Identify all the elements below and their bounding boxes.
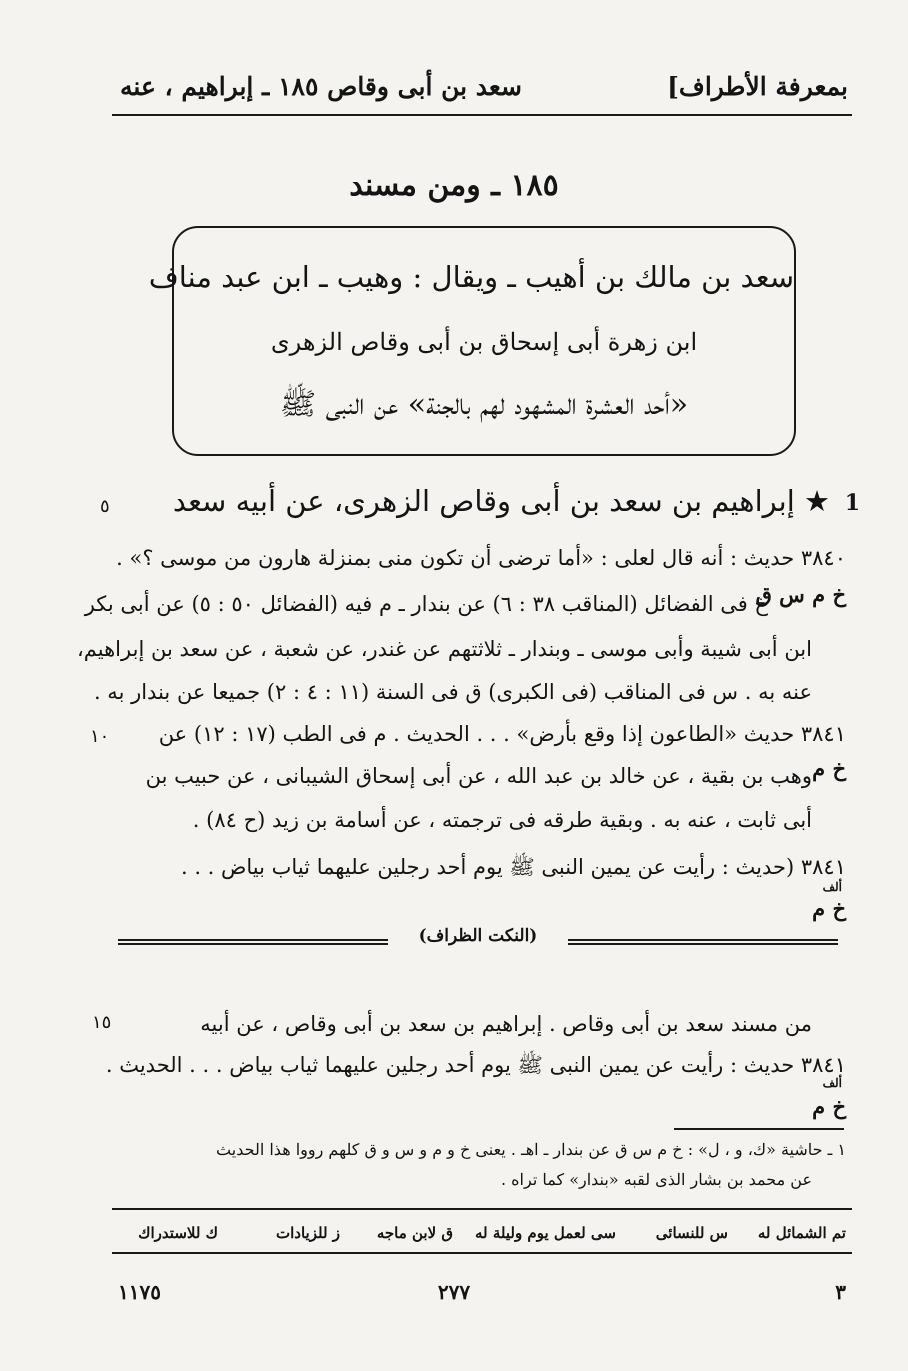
nukat-label: (النكت الظراف) bbox=[418, 926, 538, 946]
line-marker-15: ١٥ bbox=[92, 1012, 112, 1033]
abbrev-shamail: تم الشمائل له bbox=[757, 1224, 846, 1242]
sigla-4-top: ألف bbox=[822, 1076, 842, 1090]
hadith-line-1: ٣٨٤٠ حديث : أنه قال لعلى : «أما ترضى أن تكون منى بمنزلة هارون من موسى ؟» . bbox=[116, 546, 846, 570]
sigla-2: خ م bbox=[812, 756, 846, 781]
hadith-line-5: ٣٨٤١ حديث «الطاعون إذا وقع بأرض» . . . الحديث . م فى الطب (١٧ : ١٢) عن bbox=[158, 722, 846, 746]
line-marker-5: ٥ bbox=[100, 496, 110, 517]
footnote-line-1: ١ ـ حاشية «ك، و ، ل» : خ م س ق عن بندار ـ اهـ . يعنى خ و م و س و ق كلهم رووا هذا الحديث bbox=[216, 1140, 846, 1159]
hadith-line-2: خ فى الفضائل (المناقب ٣٨ : ٦) عن بندار ـ م فيه (الفضائل ٥٠ : ٥) عن أبى بكر bbox=[84, 592, 768, 616]
frame-line-description: «أحد العشرة المشهود لهم بالجنة» عن النبى ﷺ bbox=[279, 387, 689, 422]
abbrev-nasai: س للنسائى bbox=[655, 1224, 728, 1242]
frame-line-lineage: ابن زهرة أبى إسحاق بن أبى وقاص الزهرى bbox=[270, 328, 698, 356]
entry-number: 1 bbox=[844, 490, 860, 516]
nukat-line-1: من مسند سعد بن أبى وقاص . إبراهيم بن سعد بن أبى وقاص ، عن أبيه bbox=[200, 1012, 812, 1036]
page-number-right: ٣ bbox=[835, 1280, 846, 1304]
footnote-rule bbox=[674, 1128, 844, 1130]
abbrev-ziyadat: ز للزيادات bbox=[276, 1224, 340, 1242]
abbrev-amal: سى لعمل يوم وليلة له bbox=[475, 1224, 616, 1242]
abbrev-istidrak: ك للاستدراك bbox=[138, 1224, 218, 1242]
sigla-3: خ م bbox=[812, 896, 846, 921]
frame-line-name: سعد بن مالك بن أهيب ـ ويقال : وهيب ـ ابن عبد مناف bbox=[148, 260, 794, 294]
sigla-3-top: ألف bbox=[822, 880, 842, 894]
footnote-line-2: عن محمد بن بشار الذى لقبه «بندار» كما تراه . bbox=[501, 1170, 812, 1189]
abbrev-rule-bottom bbox=[112, 1252, 852, 1254]
title-frame bbox=[148, 226, 796, 456]
running-header-title: سعد بن أبى وقاص ١٨٥ ـ إبراهيم ، عنه bbox=[120, 72, 522, 101]
running-header-right: بمعرفة الأطراف] bbox=[667, 72, 848, 101]
entry-heading: ★ إبراهيم بن سعد بن أبى وقاص الزهرى، عن أبيه سعد bbox=[172, 484, 830, 518]
section-title: ١٨٥ ـ ومن مسند bbox=[349, 168, 559, 203]
hadith-line-7: أبى ثابت ، عنه به . وبقية طرقه فى ترجمته ، عن أسامة بن زيد (ح ٨٤) . bbox=[192, 808, 812, 832]
sigla-4: خ م bbox=[812, 1094, 846, 1119]
header-rule bbox=[112, 114, 852, 116]
hadith-line-3: ابن أبى شيبة وأبى موسى ـ وبندار ـ ثلاثتهم عن غندر، عن شعبة ، عن سعد بن إبراهيم، bbox=[77, 637, 812, 661]
line-marker-10: ١٠ bbox=[90, 726, 110, 747]
hadith-line-6: وهب بن بقية ، عن خالد بن عبد الله ، عن أبى إسحاق الشيبانى ، عن حبيب بن bbox=[145, 764, 812, 788]
hadith-line-8: ٣٨٤١ (حديث : رأيت عن يمين النبى ﷺ يوم أحد رجلين عليهما ثياب بياض . . . bbox=[180, 855, 846, 879]
hadith-line-4: عنه به . س فى المناقب (فى الكبرى) ق فى السنة (١١ : ٤ : ٢) جميعا عن بندار به . bbox=[93, 680, 812, 704]
page-number-center: ٢٧٧ bbox=[437, 1280, 471, 1304]
abbrev-rule-top bbox=[112, 1208, 852, 1210]
page-number-left: ١١٧٥ bbox=[118, 1280, 161, 1304]
abbrev-ibn-majah: ق لابن ماجه bbox=[376, 1224, 453, 1242]
nukat-divider bbox=[118, 926, 838, 954]
sigla-1: خ م س ق bbox=[755, 582, 846, 607]
nukat-line-2: ٣٨٤١ حديث : رأيت عن يمين النبى ﷺ يوم أحد رجلين عليهما ثياب بياض . . . الحديث . bbox=[105, 1053, 846, 1077]
